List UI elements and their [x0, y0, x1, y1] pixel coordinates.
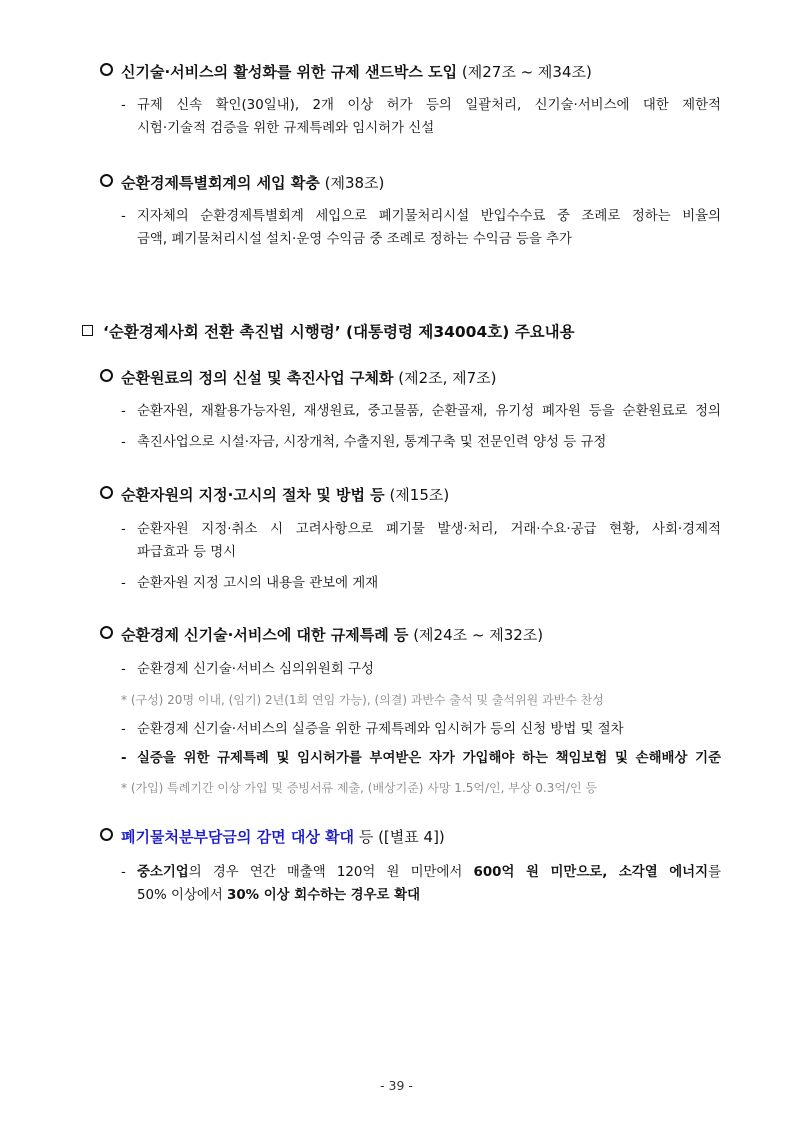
- section-heading-disposal-levy: 폐기물처분부담금의 감면 대상 확대 등 ([별표 4]): [100, 827, 445, 847]
- circle-bullet-icon: [100, 174, 113, 187]
- main-heading: ‘순환경제사회 전환 촉진법 시행령’ (대통령령 제34004호) 주요내용: [82, 321, 575, 343]
- section-heading-circular-materials: 순환원료의 정의 신설 및 촉진사업 구체화 (제2조, 제7조): [100, 368, 497, 388]
- list-item: - 촉진사업으로 시설·자금, 시장개척, 수출지원, 통계구축 및 전문인력 양성 등 규정: [121, 435, 607, 450]
- section-heading-special-account: 순환경제특별회계의 세입 확충 (제38조): [100, 173, 384, 193]
- section-heading-regulatory-exception: 순환경제 신기술·서비스에 대한 규제특례 등 (제24조 ~ 제32조): [100, 625, 543, 645]
- footnote: * (가입) 특례기간 이상 가입 및 증빙서류 제출, (배상기준) 사망 1.5억/인, 부상 0.3억/인 등: [121, 781, 597, 795]
- footnote: * (구성) 20명 이내, (임기) 2년(1회 연임 가능), (의결) 과반수 출석 및 출석위원 과반수 찬성: [121, 693, 604, 707]
- circle-bullet-icon: [100, 486, 113, 499]
- circle-bullet-icon: [100, 369, 113, 382]
- square-bullet-icon: [82, 325, 93, 336]
- list-item: - 순환자원 지정 고시의 내용을 관보에 게재: [121, 576, 379, 591]
- circle-bullet-icon: [100, 828, 113, 841]
- list-item: - 순환경제 신기술·서비스의 실증을 위한 규제특례와 임시허가 등의 신청 방법 및 절차: [121, 722, 624, 737]
- list-item: - 순환경제 신기술·서비스 심의위원회 구성: [121, 662, 374, 677]
- section-heading-sandbox: 신기술·서비스의 활성화를 위한 규제 샌드박스 도입 (제27조 ~ 제34조): [100, 62, 592, 82]
- list-item: - 지자체의 순환경제특별회계 세입으로 폐기물처리시설 반입수수료 중 조례로 정하는 비율의 금액, 폐기물처리시설 설치·운영 수익금 중 조례로 정하는 수익금 등을 추가: [121, 209, 721, 247]
- page-number: - 39 -: [380, 1078, 413, 1093]
- list-item: - 순환자원, 재활용가능자원, 재생원료, 중고물품, 순환골재, 유기성 폐자원 등을 순환원료로 정의: [121, 404, 721, 419]
- list-item: - 실증을 위한 규제특례 및 임시허가를 부여받은 자가 가입해야 하는 책임보험 및 손해배상 기준: [121, 751, 721, 766]
- list-item: - 규제 신속 확인(30일내), 2개 이상 허가 등의 일괄처리, 신기술·서비스에 대한 제한적 시험·기술적 검증을 위한 규제특례와 임시허가 신설: [121, 98, 721, 136]
- circle-bullet-icon: [100, 626, 113, 639]
- list-item: - 순환자원 지정·취소 시 고려사항으로 폐기물 발생·처리, 거래·수요·공급 현황, 사회·경제적 파급효과 등 명시: [121, 522, 721, 560]
- list-item: - 중소기업의 경우 연간 매출액 120억 원 미만에서 600억 원 미만으로, 소각열 에너지를 50% 이상에서 30% 이상 회수하는 경우로 확대: [121, 865, 721, 903]
- circle-bullet-icon: [100, 63, 113, 76]
- section-heading-designation: 순환자원의 지정·고시의 절차 및 방법 등 (제15조): [100, 485, 449, 505]
